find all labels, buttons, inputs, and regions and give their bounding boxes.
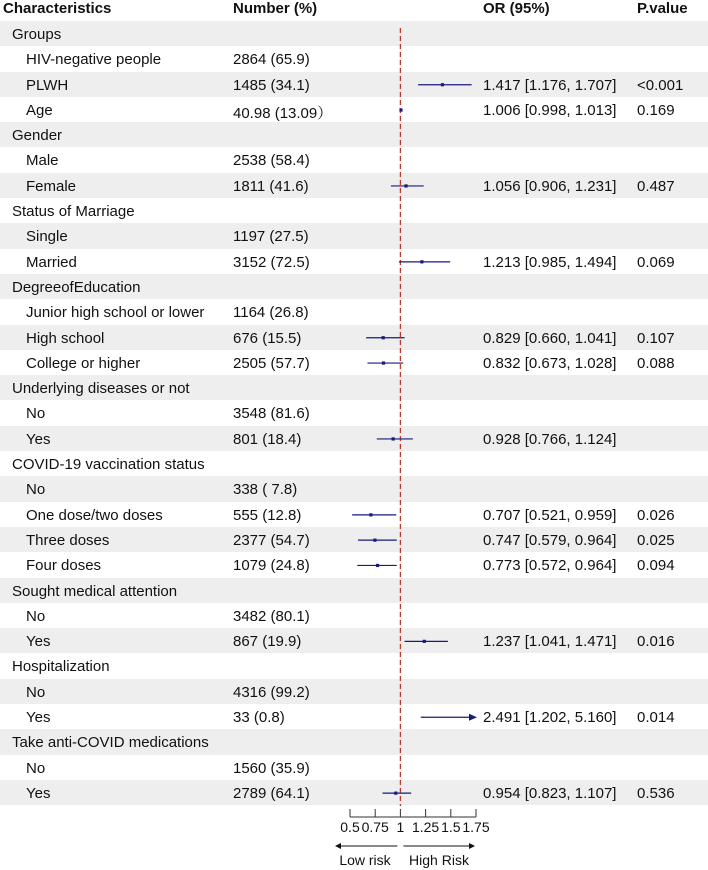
row-number: 2789 (64.1) [233,784,310,802]
row-number: 1811 (41.6) [233,177,309,195]
row-sublabel: No [26,759,46,777]
row-sublabel: Age [26,101,53,119]
row-number: 40.98 (13.09） [233,104,333,122]
table-row [0,578,708,603]
row-or: 1.213 [0.985, 1.494] [483,253,617,271]
row-or: 0.773 [0.572, 0.964] [483,557,617,575]
table-row [0,400,708,425]
row-sublabel: No [26,481,46,499]
row-number: 3152 (72.5) [233,253,310,271]
table-row [0,755,708,780]
table-row [0,729,708,754]
table-row [0,173,708,198]
high-risk-arrowhead [469,843,475,849]
row-number: 338 ( 7.8) [233,481,298,499]
table-row [0,274,708,299]
row-pvalue: 0.016 [637,633,675,651]
row-pvalue: 0.088 [637,354,675,372]
row-pvalue: 0.536 [637,784,675,802]
row-group-label: DegreeofEducation [12,278,141,296]
row-pvalue: 0.069 [637,253,675,271]
row-sublabel: Married [26,253,77,271]
row-sublabel: No [26,405,46,423]
row-sublabel: One dose/two doses [26,506,163,524]
row-pvalue: 0.169 [637,101,675,119]
table-row [0,780,708,805]
row-sublabel: High school [26,329,105,347]
row-number: 2505 (57.7) [233,354,310,372]
table-row [0,350,708,375]
x-tick-label-5: 1.75 [462,819,490,835]
row-sublabel: Female [26,177,77,195]
row-sublabel: Yes [26,633,51,651]
row-group-label: COVID-19 vaccination status [12,456,205,474]
row-sublabel: Junior high school or lower [26,304,205,322]
row-number: 555 (12.8) [233,506,302,524]
table-row [0,679,708,704]
row-or: 0.928 [0.766, 1.124] [483,430,617,448]
row-pvalue: 0.025 [637,531,675,549]
x-tick-label-1: 0.75 [361,819,389,835]
row-group-label: Status of Marriage [12,203,135,221]
row-number: 33 (0.8) [233,709,285,727]
row-number: 801 (18.4) [233,430,302,448]
row-number: 4316 (99.2) [233,683,310,701]
row-number: 1560 (35.9) [233,759,310,777]
row-pvalue: 0.094 [637,557,675,575]
table-row [0,502,708,527]
row-group-label: Underlying diseases or not [12,380,190,398]
row-sublabel: Yes [26,709,51,727]
x-tick-label-2: 1 [396,819,405,835]
row-number: 3482 (80.1) [233,607,310,625]
table-row [0,603,708,628]
table-row [0,21,708,46]
row-sublabel: HIV-negative people [26,51,162,69]
table-row [0,97,708,122]
row-number: 676 (15.5) [233,329,302,347]
row-group-label: Sought medical attention [12,582,178,600]
row-pvalue: <0.001 [637,76,684,94]
row-pvalue: 0.026 [637,506,675,524]
table-row [0,476,708,501]
low-risk-arrowhead [335,843,341,849]
row-or: 2.491 [1.202, 5.160] [483,709,617,727]
row-sublabel: Four doses [26,557,102,575]
row-number: 2538 (58.4) [233,152,310,170]
row-or: 1.417 [1.176, 1.707] [483,76,617,94]
table-row [0,653,708,678]
row-or: 0.707 [0.521, 0.959] [483,506,617,524]
row-pvalue: 0.487 [637,177,675,195]
row-or: 0.829 [0.660, 1.041] [483,329,617,347]
row-or: 1.056 [0.906, 1.231] [483,177,617,195]
header-pvalue: P.value [637,0,688,17]
row-group-label: Groups [12,26,62,43]
row-or: 0.954 [0.823, 1.107] [483,784,617,802]
table-row [0,426,708,451]
table-row [0,147,708,172]
table-row [0,527,708,552]
table-row [0,72,708,97]
row-pvalue: 0.107 [637,329,675,347]
row-group-label: Hospitalization [12,658,110,676]
row-group-label: Take anti-COVID medications [12,734,209,752]
row-or: 1.006 [0.998, 1.013] [483,101,617,119]
row-number: 2377 (54.7) [233,531,310,549]
row-number: 1164 (26.8) [233,304,309,322]
row-number: 1079 (24.8) [233,557,310,575]
row-or: 0.747 [0.579, 0.964] [483,531,617,549]
row-sublabel: No [26,607,46,625]
table-row [0,325,708,350]
row-sublabel: Yes [26,430,51,448]
x-tick-label-3: 1.25 [411,819,440,835]
row-sublabel: No [26,683,46,701]
row-number: 1485 (34.1) [233,76,310,94]
table-row [0,223,708,248]
row-sublabel: PLWH [26,76,69,94]
row-pvalue: 0.014 [637,709,675,727]
row-sublabel: Three doses [26,531,110,549]
table-row [0,122,708,147]
low-risk-label: Low risk [339,852,391,868]
table-row [0,704,708,729]
row-number: 2864 (65.9) [233,51,310,69]
table-row [0,46,708,71]
row-or: 0.832 [0.673, 1.028] [483,354,617,372]
table-row [0,628,708,653]
x-tick-label-0: 0.5 [340,819,360,835]
table-header [0,0,708,21]
header-or: OR (95%) [483,0,550,17]
row-number: 3548 (81.6) [233,405,310,423]
row-group-label: Gender [12,127,63,145]
header-characteristics: Characteristics [3,0,112,17]
row-number: 1197 (27.5) [233,228,309,246]
table-row [0,249,708,274]
row-or: 1.237 [1.041, 1.471] [483,633,617,651]
table-row [0,198,708,223]
table-row [0,552,708,577]
x-tick-label-4: 1.5 [441,819,461,835]
table-row [0,451,708,476]
table-row [0,299,708,324]
row-sublabel: Yes [26,784,51,802]
forest-table-rows [0,21,708,805]
row-number: 867 (19.9) [233,633,302,651]
row-sublabel: Male [26,152,59,170]
row-sublabel: College or higher [26,354,141,372]
table-row [0,375,708,400]
high-risk-label: High Risk [409,852,469,868]
header-number: Number (%) [233,0,318,17]
row-sublabel: Single [26,228,68,246]
